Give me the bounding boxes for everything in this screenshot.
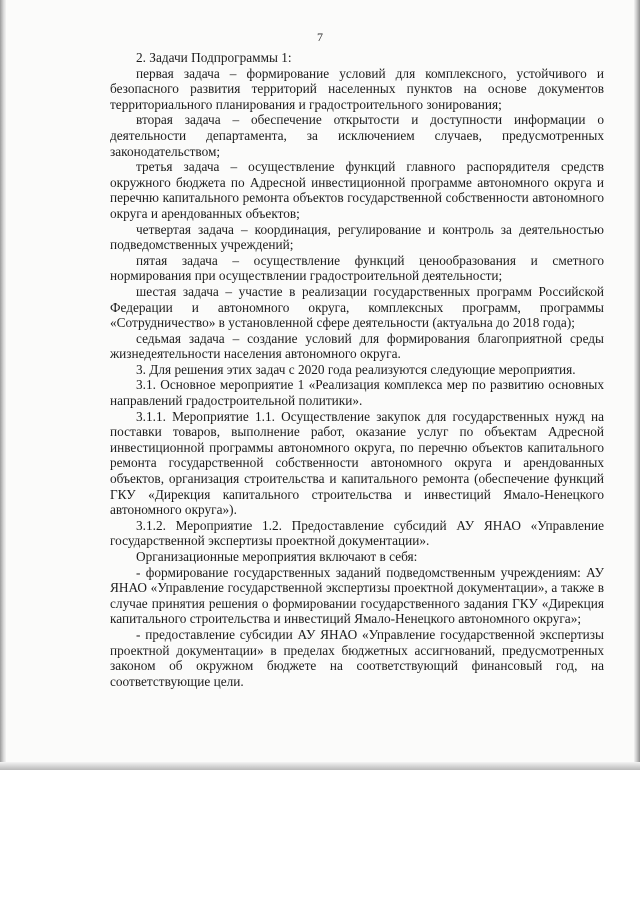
page-number: 7 xyxy=(317,30,323,44)
paragraph: шестая задача – участие в реализации государственных программ Российской Федерации и автономного округа, комплексных программ, программы «Сотрудничество» в установленной сфере деятельности (актуальна до 2018 года); xyxy=(110,283,604,331)
paragraph: Организационные мероприятия включают в себя: xyxy=(136,549,418,564)
paragraph: третья задача – осуществление функций главного распорядителя средств окружного бюджета по Адресной инвестиционной программе автономного округа и перечню капитального ремонта объектов государственной собственности автономного округа и арендованных объектов; xyxy=(110,159,604,221)
paragraph: первая задача – формирование условий для комплексного, устойчивого и безопасного развития территорий населенных пунктов на основе документов территориального планирования и градостроительного зонирования; xyxy=(110,65,604,112)
page-bottom-edge xyxy=(0,762,640,770)
paragraph: вторая задача – обеспечение открытости и доступности информации о деятельности департамента, за исключением случаев, предусмотренных законодательством; xyxy=(110,112,604,159)
paragraph: 3.1.1. Мероприятие 1.1. Осуществление закупок для государственных нужд на поставки товаров, выполнение работ, оказание услуг по объектам Адресной инвестиционной программы автономного округа, по перечню объектов капитального ремонта государственной собственности автономного округа и арендованных объектов, организация строительства и капитального ремонта (обеспечение функций ГКУ «Дирекция капитального строительства и инвестиций Ямало-Ненецкого автономного округа»). xyxy=(110,408,604,518)
document-body xyxy=(110,50,604,689)
paragraph: седьмая задача – создание условий для формирования благоприятной среды жизнедеятельности населения автономного округа. xyxy=(110,330,604,362)
paragraph: - предоставление субсидии АУ ЯНАО «Управление государственной экспертизы проектной документации» в пределах бюджетных ассигнований, предусмотренных законом об окружном бюджете на соответствующий финансовый год, на соответствующие цели. xyxy=(110,626,604,689)
paragraph: пятая задача – осуществление функций ценообразования и сметного нормирования при осуществлении градостроительной деятельности; xyxy=(110,252,604,284)
paragraph: - формирование государственных заданий подведомственным учреждениям: АУ ЯНАО «Управление государственной экспертизы проектной документации», а также в случае принятия решения о формировании государственного задания ГКУ «Дирекция капитального строительства и инвестиций Ямало-Ненецкого автономного округа»; xyxy=(110,564,604,627)
paragraph: 3.1. Основное мероприятие 1 «Реализация комплекса мер по развитию основных направлений градостроительной политики». xyxy=(110,377,604,409)
section-heading: 2. Задачи Подпрограммы 1: xyxy=(136,50,292,65)
paragraph: 3. Для решения этих задач с 2020 года реализуются следующие мероприятия. xyxy=(136,361,576,377)
page-right-edge xyxy=(634,0,640,770)
paragraph: 3.1.2. Мероприятие 1.2. Предоставление субсидий АУ ЯНАО «Управление государственной экспертизы проектной документации». xyxy=(110,517,604,549)
paragraph: четвертая задача – координация, регулирование и контроль за деятельностью подведомственных учреждений; xyxy=(110,221,604,253)
blank-area xyxy=(0,770,640,905)
page-left-edge xyxy=(0,0,6,770)
